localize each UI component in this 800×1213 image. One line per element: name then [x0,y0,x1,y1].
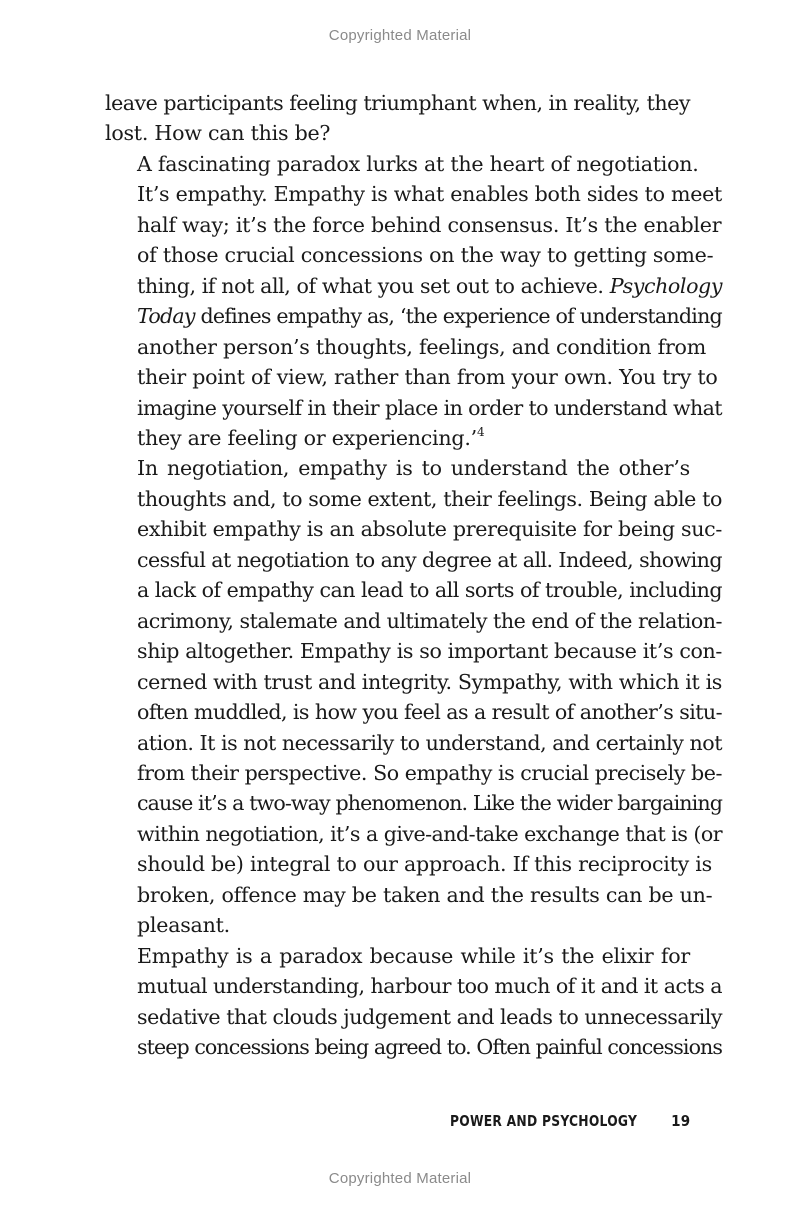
text-line: A fascinating paradox lurks at the heart of negotiation. [137,151,699,176]
text-line: half way; it’s the force behind consensus. It’s the enabler [137,212,722,237]
text-line: steep concessions being agreed to. Often painful concessions [137,1035,723,1060]
text-line: broken, offence may be taken and the results can be un- [137,882,713,907]
text-line: their point of view, rather than from your own. You try to [137,365,718,390]
paragraph-3 [105,453,723,940]
text-line: of those crucial concessions on the way to getting some- [137,243,714,268]
paragraph-2 [105,149,723,454]
text-line: ship altogether. Empathy is so important because it’s con- [137,639,722,664]
text-line: exhibit empathy is an absolute prerequisite for being suc- [137,517,722,542]
text-line: acrimony, stalemate and ultimately the end of the relation- [137,608,722,633]
text-line: Empathy is a paradox because while it’s the elixir for [137,943,690,968]
text-line: from their perspective. So empathy is crucial precisely be- [137,760,722,785]
text-line: another person’s thoughts, feelings, and condition from [137,334,706,359]
text-line: a lack of empathy can lead to all sorts of trouble, including [137,578,723,603]
text-line: cerned with trust and integrity. Sympathy, with which it is [137,669,722,694]
copyright-watermark-top: Copyrighted Material [328,27,472,44]
text-line: leave participants feeling triumphant when, in reality, they [105,91,690,115]
section-title: POWER AND PSYCHOLOGY [450,1112,638,1130]
paragraph-1 [105,88,690,149]
text-line: should be) integral to our approach. If this reciprocity is [137,852,712,877]
text-line: pleasant. [137,913,230,938]
text-fragment: thing, if not all, of what you set out to achieve. [137,273,610,298]
italic-term: Psychology [609,273,723,298]
text-line: ation. It is not necessarily to understand, and certainly not [137,730,722,755]
text-fragment: they are feeling or experiencing.’ [137,425,477,450]
text-line: In negotiation, empathy is to understand the other’s [137,456,690,481]
text-line [105,271,723,301]
text-line: imagine yourself in their place in order to understand what [137,395,722,420]
footnote-marker: 4 [476,424,485,439]
copyright-watermark-bottom: Copyrighted Material [328,1170,472,1187]
text-line: mutual understanding, harbour too much of it and it acts a [137,974,722,999]
text-line: It’s empathy. Empathy is what enables both sides to meet [137,182,722,207]
text-line: sedative that clouds judgement and leads to unnecessarily [137,1004,722,1029]
text-line [105,301,722,331]
italic-term: Today [137,304,195,329]
page-number: 19 [670,1112,690,1130]
text-line [105,423,690,453]
text-line: often muddled, is how you feel as a result of another’s situ- [137,700,722,725]
text-fragment: defines empathy as, ‘the experience of understanding [194,304,722,329]
page-body [105,88,723,1063]
paragraph-4 [105,941,723,1063]
text-line: cause it’s a two-way phenomenon. Like the wider bargaining [137,791,723,816]
text-line: cessful at negotiation to any degree at all. Indeed, showing [137,547,722,572]
text-line: within negotiation, it’s a give-and-take exchange that is (or [137,821,723,846]
text-line: thoughts and, to some extent, their feelings. Being able to [137,486,722,511]
text-line: lost. How can this be? [105,121,331,146]
